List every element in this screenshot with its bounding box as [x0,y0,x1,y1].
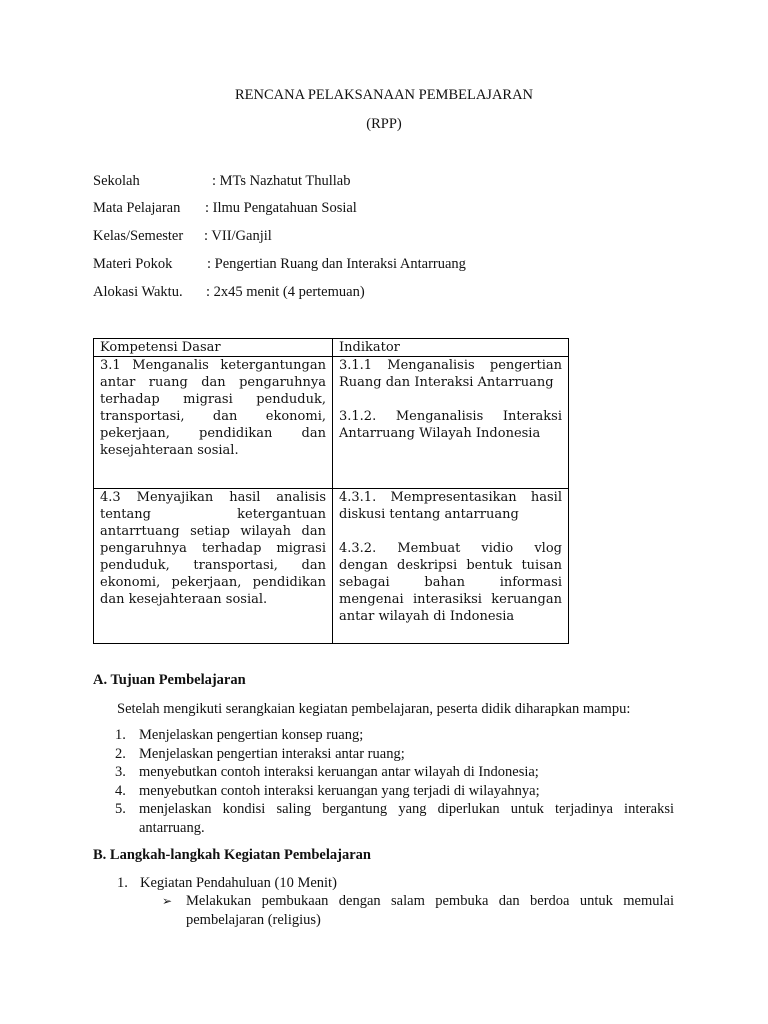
identity-label: Alokasi Waktu. [93,284,183,300]
document-title: RENCANA PELAKSANAAN PEMBELAJARAN [234,87,534,103]
section-a-intro: Setelah mengikuti serangkaian kegiatan pembelajaran, peserta didik diharapkan mampu: [117,701,631,717]
step-text: Kegiatan Pendahuluan (10 Menit) [140,875,337,891]
indicator-cell [333,357,569,489]
table-row [94,357,569,489]
section-a-heading: A. Tujuan Pembelajaran [93,672,246,688]
kd-text: 4.3 Menyajikan hasil analisis tentang ketergantuan antarrtuang setiap wilayah dan pengaruhnya terhadap migrasi penduduk, transportasi, dan ekonomi, pekerjaan, pendidikan dan kesejahteraan sosial. [100,490,326,607]
list-item [93,800,674,837]
document-subtitle: (RPP) [366,116,402,132]
list-number: 4. [115,782,126,799]
table-header-row [94,339,569,357]
indicator-cell [333,489,569,644]
identity-label: Materi Pokok [93,256,173,272]
indicator-text: 4.3.1. Mempresentasikan hasil diskusi tentang antarruang [339,490,562,522]
list-text: menjelaskan kondisi saling bergantung yang diperlukan untuk terjadinya interaksi antarruang. [139,801,674,836]
list-item [93,763,674,782]
list-text: Menjelaskan pengertian konsep ruang; [139,727,364,743]
list-number: 3. [115,764,126,780]
identity-value: : MTs Nazhatut Thullab [212,173,351,189]
section-b-heading: B. Langkah-langkah Kegiatan Pembelajaran [93,847,371,863]
bullet-item [162,892,674,930]
identity-value: : Ilmu Pengatahuan Sosial [205,200,357,216]
identity-label: Kelas/Semester [93,228,184,244]
identity-value: : VII/Ganjil [204,228,272,244]
table-row [94,489,569,644]
list-text: menyebutkan contoh interaksi keruangan yang terjadi di wilayahnya; [139,782,540,799]
list-item [93,782,674,801]
identity-label: Mata Pelajaran [93,200,181,216]
identity-label: Sekolah [93,173,140,189]
list-item [93,726,674,745]
arrow-bullet-icon: ➢ [162,894,173,908]
identity-row-materi-pokok [93,254,466,274]
identity-row-sekolah [93,171,351,191]
table-header-kompetensi-dasar: Kompetensi Dasar [94,339,333,357]
competency-table [93,338,569,644]
kd-cell [94,357,333,489]
table-header-indikator: Indikator [333,339,569,357]
step-number: 1. [117,875,128,891]
kd-cell [94,489,333,644]
indicator-text: 3.1.2. Menganalisis Interaksi Antarruang Wilayah Indonesia [339,409,562,441]
list-text: Menjelaskan pengertian interaksi antar ruang; [139,745,405,762]
kd-text: 3.1 Menganalis ketergantungan antar ruang dan pengaruhnya terhadap migrasi penduduk, transportasi, dan ekonomi, pekerjaan, pendidikan dan kesejahteraan sosial. [100,358,326,458]
bullet-text: Melakukan pembukaan dengan salam pembuka dan berdoa untuk memulai pembelajaran (religius) [186,893,674,928]
list-number: 5. [115,801,126,817]
identity-row-alokasi-waktu [93,282,365,302]
list-item [93,745,674,764]
identity-row-kelas-semester [93,226,272,246]
identity-value: : 2x45 menit (4 pertemuan) [206,284,365,300]
identity-row-mata-pelajaran [93,198,357,218]
indicator-text: 4.3.2. Membuat vidio vlog dengan deskripsi bentuk tuisan sebagai bahan informasi mengenai interasiksi keruangan antar wilayah di Indonesia [339,541,562,624]
identity-value: : Pengertian Ruang dan Interaksi Antarruang [207,256,466,272]
list-number: 2. [115,745,126,762]
list-number: 1. [115,727,126,743]
list-text: menyebutkan contoh interaksi keruangan antar wilayah di Indonesia; [139,764,539,780]
indicator-text: 3.1.1 Menganalisis pengertian Ruang dan Interaksi Antarruang [339,358,562,390]
goals-list [93,726,674,837]
